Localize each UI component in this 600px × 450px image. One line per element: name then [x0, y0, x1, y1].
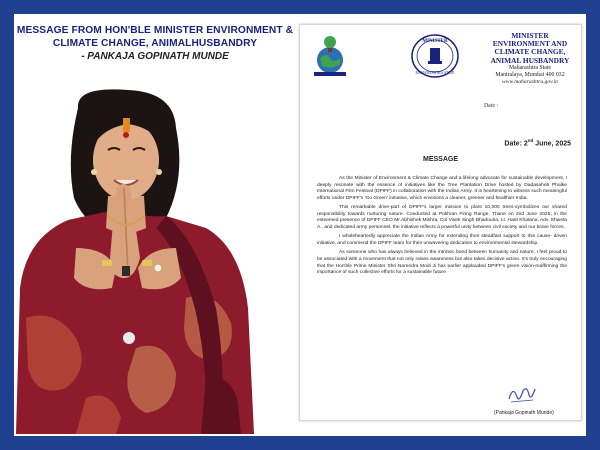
letterhead-state: Maharashtra State: [508, 64, 551, 71]
tree-globe-logo-icon: [308, 34, 352, 78]
letterhead-date-label: Date :: [484, 103, 499, 109]
letter-date: [504, 138, 571, 147]
letter-date-prefix: Date: 2: [504, 140, 528, 148]
seal-top-text: MINISTER: [422, 39, 448, 44]
letter-date-rest: June, 2025: [533, 140, 571, 148]
letter-paragraph: As someone who has always believed in the intrinsic bond between humanity and nature, I feel proud to be associated with a movement that not only raises awareness but also takes decisive action. It's truly encouraging that the Hon'ble Prime Minister Shri Narendra Modi Ji has earlier applauded DPIFF's green vision-reaffirming the importance of such collective efforts for a sustainable future.: [317, 250, 567, 276]
letter-title: MESSAGE: [422, 156, 458, 163]
letter-paragraph: As the Minister of Environment & Climate Change and a lifelong advocate for sustainable development, I deeply resonate with the essence of initiatives like the Tree Plantation Drive hosted by Dadasaheb Phalke International Film Festival (DPIFF) in collaboration with the Indian Army. It is heartening to witness such meaningful efforts under DPIFF's 'Go Green' initiative, which envisions a cleaner, greener and healthier India.: [317, 176, 567, 201]
heading-author: - PANKAJA GOPINATH MUNDE: [81, 51, 229, 62]
heading-line-2: CLIMATE CHANGE, ANIMALHUSBANDRY: [52, 38, 258, 49]
minister-title-4: ANIMAL HUSBANDRY: [490, 55, 570, 65]
letter-date-suffix: nd: [527, 138, 534, 143]
signatory-name: (Pankaja Gopinath Munde): [494, 410, 554, 416]
letter-paragraph: I wholeheartedly appreciate the Indian Army for extending their steadfast support to this cause- driven initiative, and commend the DPIFF team for their unwavering dedication to environmental stewardship.: [317, 234, 567, 246]
letter-body: [317, 176, 567, 280]
minister-title-3: CLIMATE CHANGE,: [494, 47, 566, 57]
letterhead-minister-block: [484, 32, 576, 86]
letter-paragraph: This remarkable drive-part of DPIFF's larger mission to plant 10,000 trees-symbolizes our shared responsibility towards nurturing nature. Conducted at Pokhran Firing Range, Thane on 2nd June 2025, in the esteemed presence of DPIFF CEO Mr.Abhishek Mishra, Col Vivek Singh Bhadouria, Lt. Harit Khatana, Adv. Shweta A., and dedicated army personnel, the initiative reflects a powerful unity between civil society and our brave forces.: [317, 205, 567, 230]
minister-title-2: ENVIRONMENT AND: [492, 39, 568, 49]
seal-bottom-text: MAHARASHTRA STATE: [415, 71, 455, 75]
message-heading: [14, 24, 296, 64]
minister-seal-icon: [410, 33, 460, 79]
letterhead-website: www.maharashtra.gov.in: [502, 79, 558, 86]
message-letter: [299, 24, 582, 421]
signature-icon: [505, 383, 539, 405]
letterhead-address: Mantralaya, Mumbai 400 032: [495, 72, 565, 79]
heading-line-1: MESSAGE FROM HON'BLE MINISTER ENVIRONMENT &: [16, 25, 294, 36]
minister-title-1: MINISTER: [511, 31, 549, 40]
minister-portrait: [16, 88, 261, 434]
